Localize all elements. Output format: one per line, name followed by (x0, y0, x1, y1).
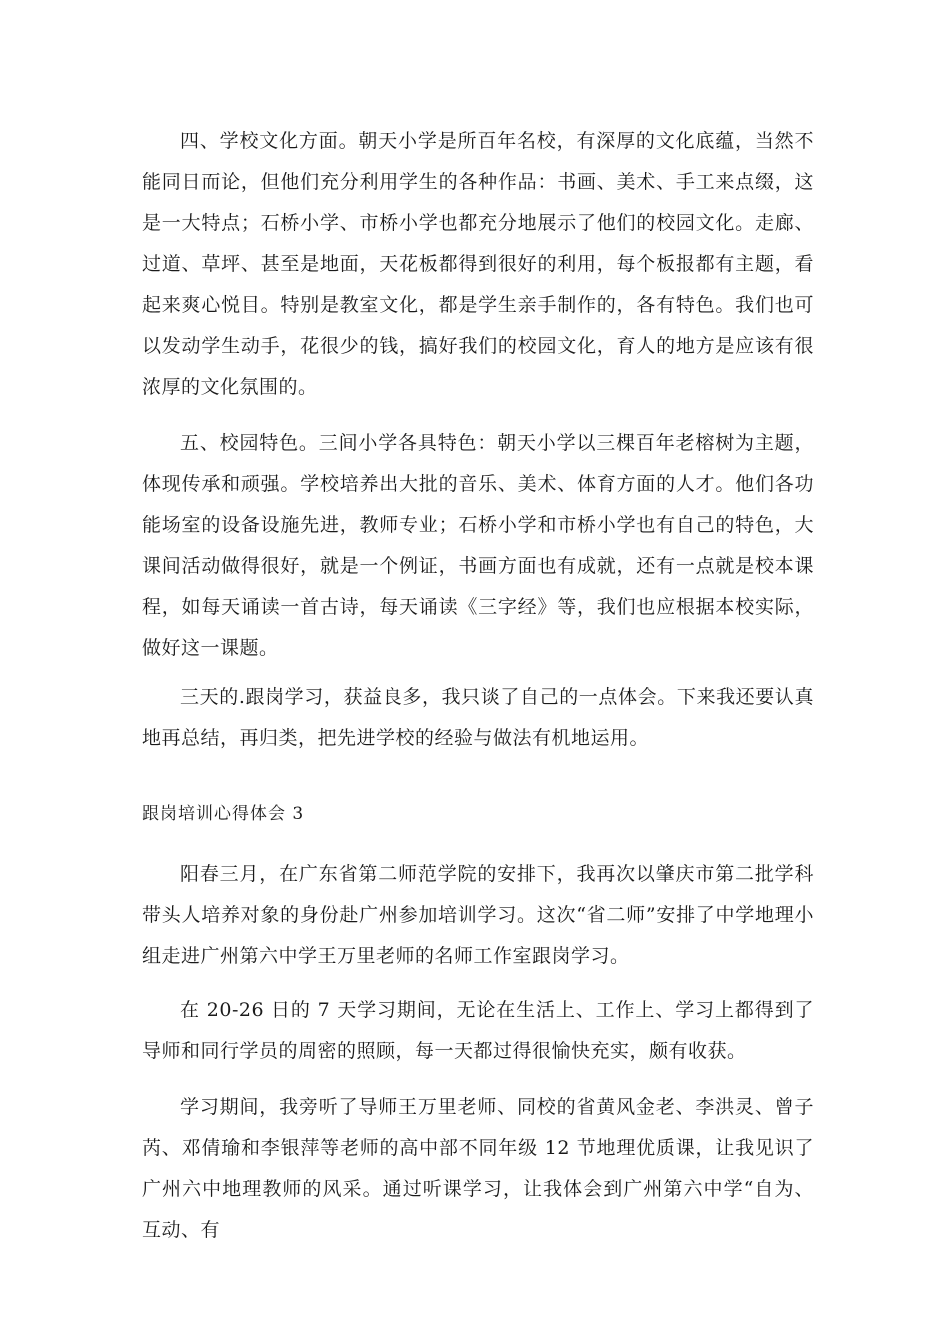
paragraph-study-period: 在 20-26 日的 7 天学习期间，无论在生活上、工作上、学习上都得到了导师和同行学员的周密的照顾，每一天都过得很愉快充实，颇有收获。 (142, 999, 814, 1062)
paragraph-lessons-observed: 学习期间，我旁听了导师王万里老师、同校的省黄风金老、李洪灵、曾子芮、邓倩瑜和李银萍等老师的高中部不同年级 12 节地理优质课，让我见识了广州六中地理教师的风采。通过听课学习，让我体会到广州第六中学“自为、互动、有 (142, 1096, 814, 1241)
paragraph-intro: 阳春三月，在广东省第二师范学院的安排下，我再次以肇庆市第二批学科带头人培养对象的身份赴广州参加培训学习。这次“省二师”安排了中学地理小组走进广州第六中学王万里老师的名师工作室跟岗学习。 (142, 863, 814, 967)
paragraph-campus-features: 五、校园特色。三间小学各具特色：朝天小学以三棵百年老榕树为主题，体现传承和顽强。学校培养出大批的音乐、美术、体育方面的人才。他们各功能场室的设备设施先进，教师专业；石桥小学和市桥小学也有自己的特色，大课间活动做得很好，就是一个例证，书画方面也有成就，还有一点就是校本课程，如每天诵读一首古诗，每天诵读《三字经》等，我们也应根据本校实际，做好这一课题。 (142, 432, 814, 659)
paragraph-school-culture: 四、学校文化方面。朝天小学是所百年名校，有深厚的文化底蕴，当然不能同日而论，但他们充分利用学生的各种作品：书画、美术、手工来点缀，这是一大特点；石桥小学、市桥小学也都充分地展示了他们的校园文化。走廊、过道、草坪、甚至是地面，天花板都得到很好的利用，每个板报都有主题，看起来爽心悦目。特别是教室文化，都是学生亲手制作的，各有特色。我们也可以发动学生动手，花很少的钱，搞好我们的校园文化，育人的地方是应该有很浓厚的文化氛围的。 (142, 130, 814, 398)
paragraph-conclusion: 三天的.跟岗学习，获益良多，我只谈了自己的一点体会。下来我还要认真地再总结，再归类，把先进学校的经验与做法有机地运用。 (142, 686, 814, 749)
section-title: 跟岗培训心得体会 3 (142, 804, 305, 824)
